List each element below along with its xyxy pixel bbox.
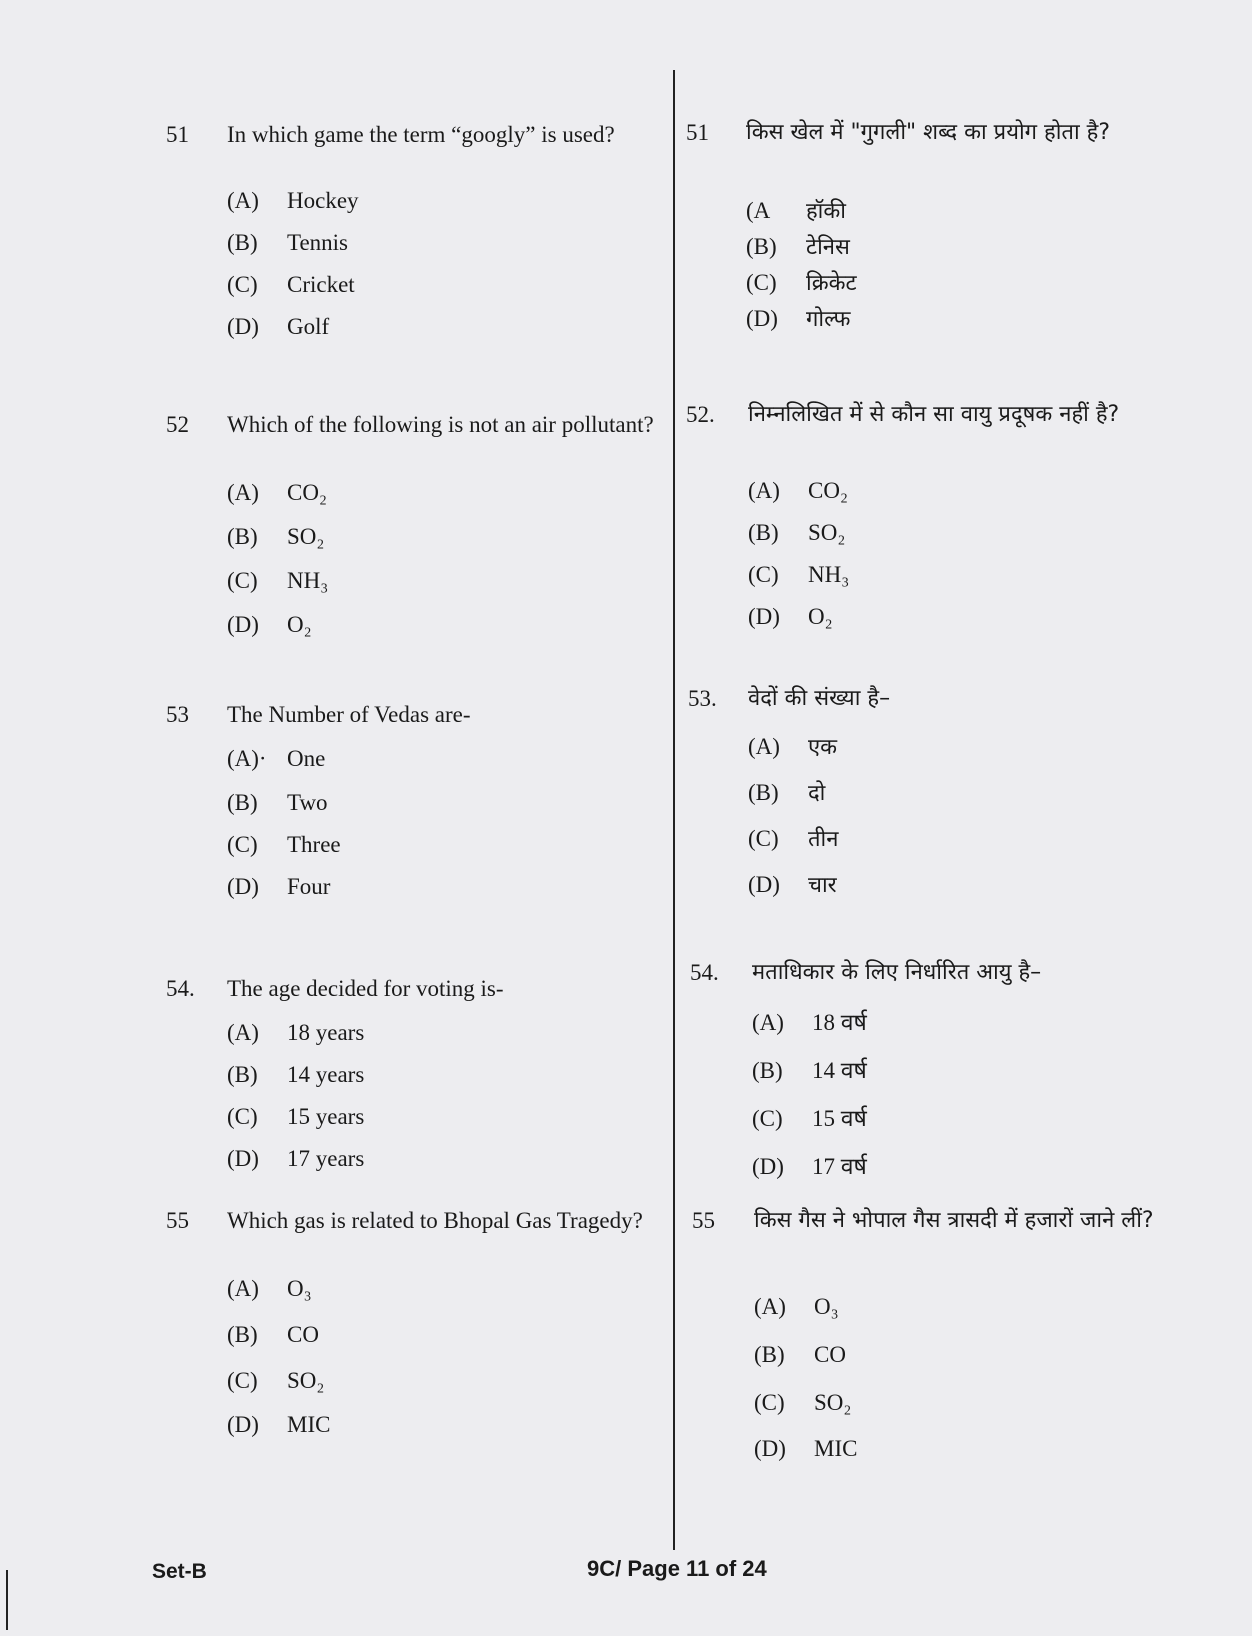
option-a: (A) O₃ xyxy=(754,1294,839,1319)
option-d: (D) Golf xyxy=(227,314,330,339)
option-b: (B) Two xyxy=(227,790,328,815)
question-number: 55 xyxy=(166,1208,189,1233)
option-d: (D) चार xyxy=(748,872,837,898)
option-b: (B) SO₂ xyxy=(227,524,325,549)
question-text: वेदों की संख्या है– xyxy=(748,686,891,711)
option-b: (B) Tennis xyxy=(227,230,348,255)
option-c: (C) 15 वर्ष xyxy=(752,1106,867,1131)
option-d: (D) MIC xyxy=(227,1412,331,1437)
option-d: (D) MIC xyxy=(754,1436,858,1461)
question-number: 52. xyxy=(686,402,715,427)
option-d: (D) O₂ xyxy=(748,604,833,629)
question-text: निम्नलिखित में से कौन सा वायु प्रदूषक नहीं है? xyxy=(748,402,1120,427)
question-number: 53 xyxy=(166,702,189,727)
set-label: Set-B xyxy=(152,1560,207,1583)
option-d: (D) Four xyxy=(227,874,331,899)
option-d: (D) 17 वर्ष xyxy=(752,1154,867,1179)
option-c: (C) 15 years xyxy=(227,1104,365,1129)
question-number: 54. xyxy=(690,960,719,985)
question-number: 52 xyxy=(166,412,189,437)
question-number: 53. xyxy=(688,686,717,711)
option-b: (B) टेनिस xyxy=(746,234,850,260)
option-b: (B) CO xyxy=(754,1342,846,1367)
option-b: (B) 14 years xyxy=(227,1062,365,1087)
option-a: (A)· One xyxy=(227,746,326,771)
option-d: (D) गोल्फ xyxy=(746,306,851,332)
option-c: (C) Cricket xyxy=(227,272,355,297)
option-c: (C) SO₂ xyxy=(227,1368,325,1393)
question-text: किस खेल में "गुगली" शब्द का प्रयोग होता है? xyxy=(746,120,1111,145)
question-text: Which gas is related to Bhopal Gas Tragedy? xyxy=(227,1208,643,1233)
option-d: (D) 17 years xyxy=(227,1146,365,1171)
option-a: (A) 18 वर्ष xyxy=(752,1010,867,1035)
scan-edge-mark xyxy=(6,1570,8,1630)
question-text: मताधिकार के लिए निर्धारित आयु है– xyxy=(752,960,1042,985)
option-a: (A हॉकी xyxy=(746,198,846,224)
question-text: Which of the following is not an air pollutant? xyxy=(227,412,654,437)
option-c: (C) Three xyxy=(227,832,341,857)
option-c: (C) NH₃ xyxy=(227,568,329,593)
question-text: The age decided for voting is- xyxy=(227,976,504,1001)
question-number: 51 xyxy=(686,120,709,145)
question-number: 51 xyxy=(166,122,189,147)
question-text: In which game the term “googly” is used? xyxy=(227,122,615,147)
option-c: (C) क्रिकेट xyxy=(746,270,857,296)
option-d: (D) O₂ xyxy=(227,612,312,637)
column-divider xyxy=(673,70,675,1550)
option-a: (A) 18 years xyxy=(227,1020,365,1045)
question-text: किस गैस ने भोपाल गैस त्रासदी में हजारों जाने लीं? xyxy=(754,1208,1154,1233)
option-b: (B) दो xyxy=(748,780,826,806)
option-c: (C) NH₃ xyxy=(748,562,850,587)
option-b: (B) CO xyxy=(227,1322,319,1347)
option-a: (A) Hockey xyxy=(227,188,359,213)
option-a: (A) O₃ xyxy=(227,1276,312,1301)
question-text: The Number of Vedas are- xyxy=(227,702,471,727)
option-a: (A) CO₂ xyxy=(227,480,327,505)
option-b: (B) SO₂ xyxy=(748,520,846,545)
question-number: 54. xyxy=(166,976,195,1001)
option-a: (A) CO₂ xyxy=(748,478,848,503)
option-c: (C) SO₂ xyxy=(754,1390,852,1415)
option-c: (C) तीन xyxy=(748,826,839,852)
option-a: (A) एक xyxy=(748,734,838,760)
page-number: 9C/ Page 11 of 24 xyxy=(587,1556,767,1581)
option-b: (B) 14 वर्ष xyxy=(752,1058,867,1083)
question-number: 55 xyxy=(692,1208,715,1233)
